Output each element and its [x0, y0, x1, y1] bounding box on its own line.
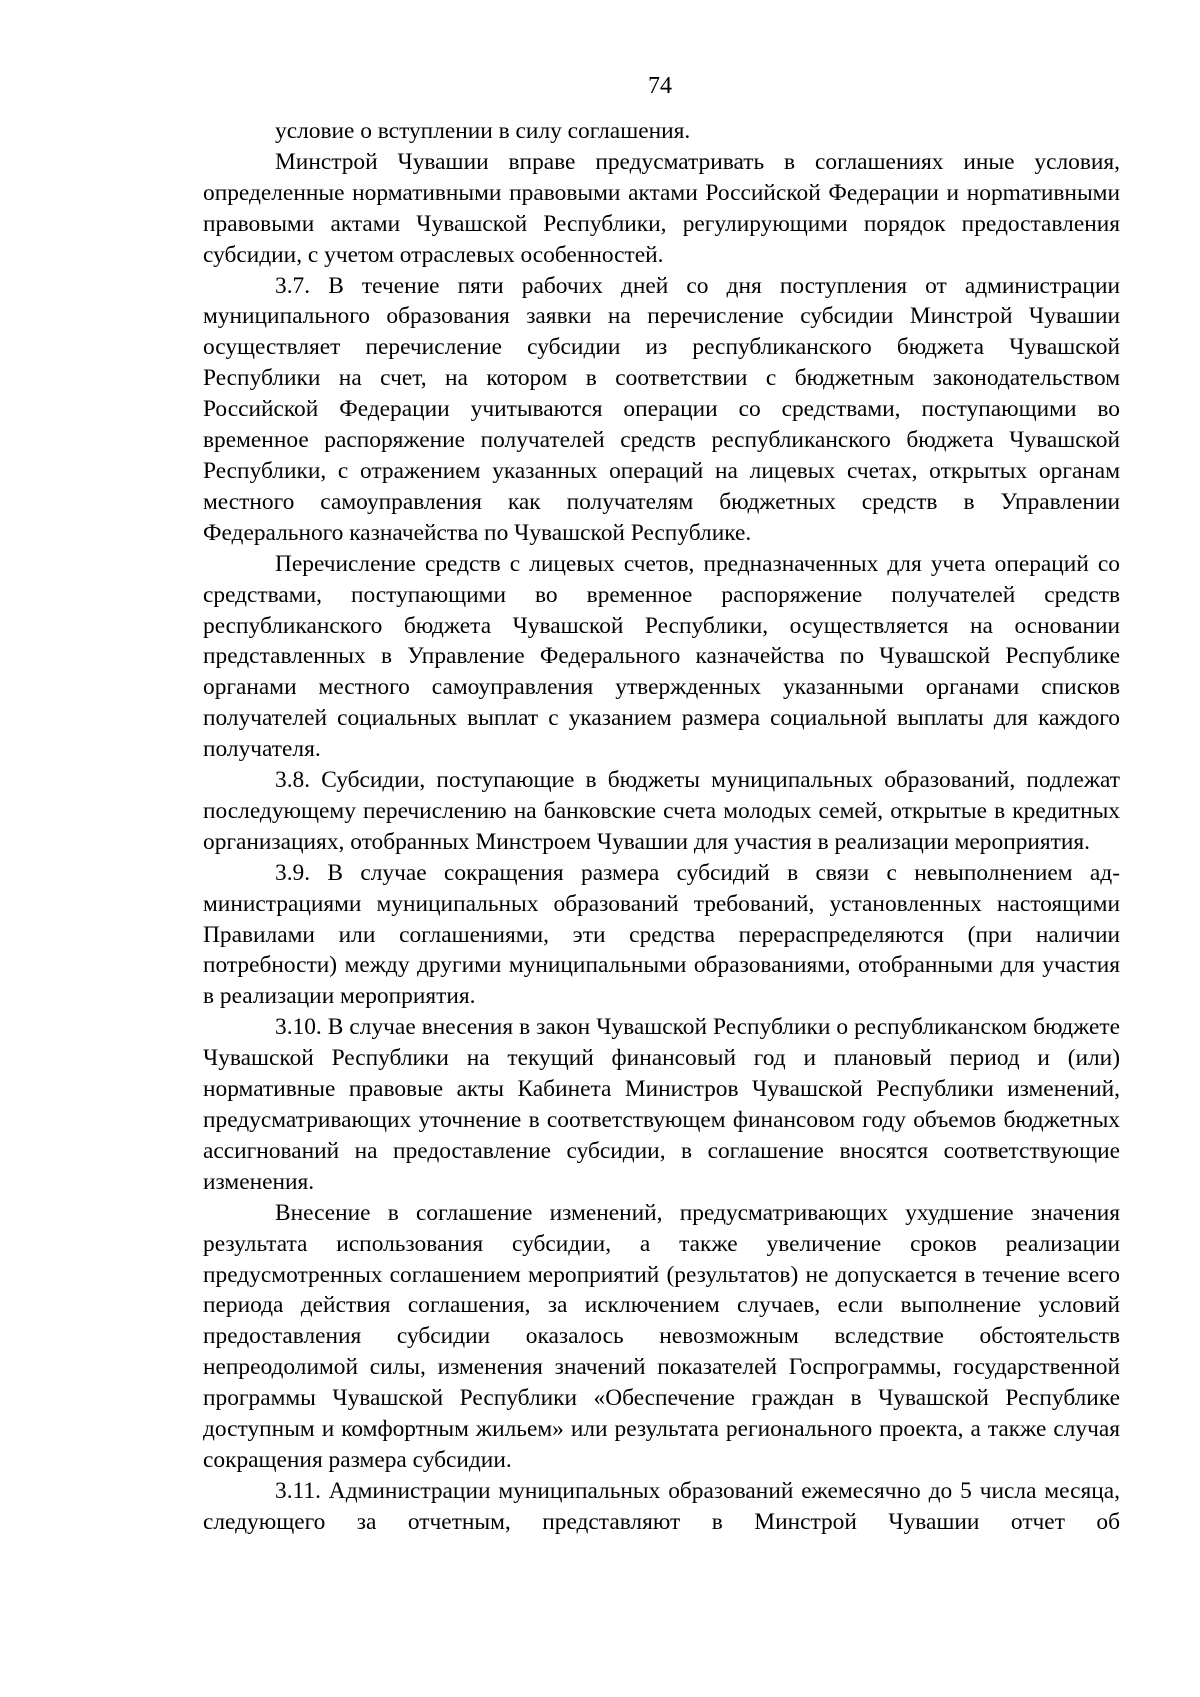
paragraph-3-10: 3.10. В случае внесения в закон Чувашской Республики о республиканском бюджете Чувашской Республики на текущий финансовый год и плановый период и (или) нормативные правовые акты Кабинета Министров Чувашской Республики изменений, предусматривающих уточнение в соответствующем финансовом году объемов бюджетных ассигнований на предоставление субсидии, в соглашение вносятся соответствующие изменения.	[203, 1014, 1120, 1195]
document-body	[203, 116, 1120, 1538]
paragraph-transfer-accounts: Перечисление средств с лицевых счетов, предназначенных для учета операций со средствами, поступающими во временное распоряжение получателей средств республиканского бюджета Чувашской Республики, осуществляется на основании представленных в Управление Федерального казначейства по Чувашской Республике органами местного самоуправления утвержденных указанными органами списков получателей социальных выплат с указанием размера социальной выплаты для каждого получателя.	[203, 550, 1120, 763]
paragraph-minstroy-conditions: Минстрой Чувашии вправе предусматривать в соглашениях иные условия, определенные нормативными правовыми актами Российской Федерации и норmативными правовыми актами Чувашской Республики, регулирующими порядок предоставления субсидии, с учетом отраслевых особенностей.	[203, 148, 1120, 268]
page-number: 74	[648, 73, 672, 99]
paragraph-3-11: 3.11. Администрации муниципальных образований ежемесячно до 5 числа месяца, следующего за отчетным, представляют в Минстрой Чувашии отчет об	[203, 1477, 1120, 1535]
paragraph-continuation: условие о вступлении в силу соглашения.	[275, 118, 691, 144]
paragraph-agreement-changes: Внесение в соглашение изменений, предусматривающих ухудшение значения результата использования субсидии, а также увеличение сроков реализации предусмотренных соглашением мероприятий (результатов) не допускается в течение всего периода действия соглашения, за исключением случаев, если выполнение условий предоставления субсидии оказалось невозможным вследствие обстоятельств непреодолимой силы, изменения значений показателей Госпрограммы, государственной программы Чувашской Республики «Обеспечение граждан в Чувашской Республике доступным и комфортным жильем» или результата регионального проекта, а также случая сокращения размера субсидии.	[203, 1199, 1120, 1473]
paragraph-3-7: 3.7. В течение пяти рабочих дней со дня поступления от администрации муниципального образования заявки на перечисление субсидии Минстрой Чувашии осуществляет перечисление субсидии из республиканского бюджета Чувашской Республики на счет, на котором в соответствии с бюджетным законодательством Российской Федерации учитываются операции со средствами, поступающими во временное распоряжение получателей средств республиканского бюджета Чувашской Республики, с отражением указанных операций на лицевых счетах, открытых органам местного самоуправления как получателям бюджетных средств в Управлении Федерального казначейства по Чувашской Республике.	[203, 272, 1120, 546]
paragraph-3-9: 3.9. В случае сокращения размера субсидий в связи с невыполнением администрациями муниципальных образований требований, установленных настоящими Правилами или соглашениями, эти средства перераспределяются (при наличии потребности) между другими муниципальными образованиями, отобранными для участия в реализации мероприятия.	[203, 859, 1120, 1010]
paragraph-3-8: 3.8. Субсидии, поступающие в бюджеты муниципальных образований, подлежат последующему перечислению на банковские счета молодых семей, открытые в кредитных организациях, отобранных Минстроем Чувашии для участия в реализации мероприятия.	[203, 767, 1120, 855]
